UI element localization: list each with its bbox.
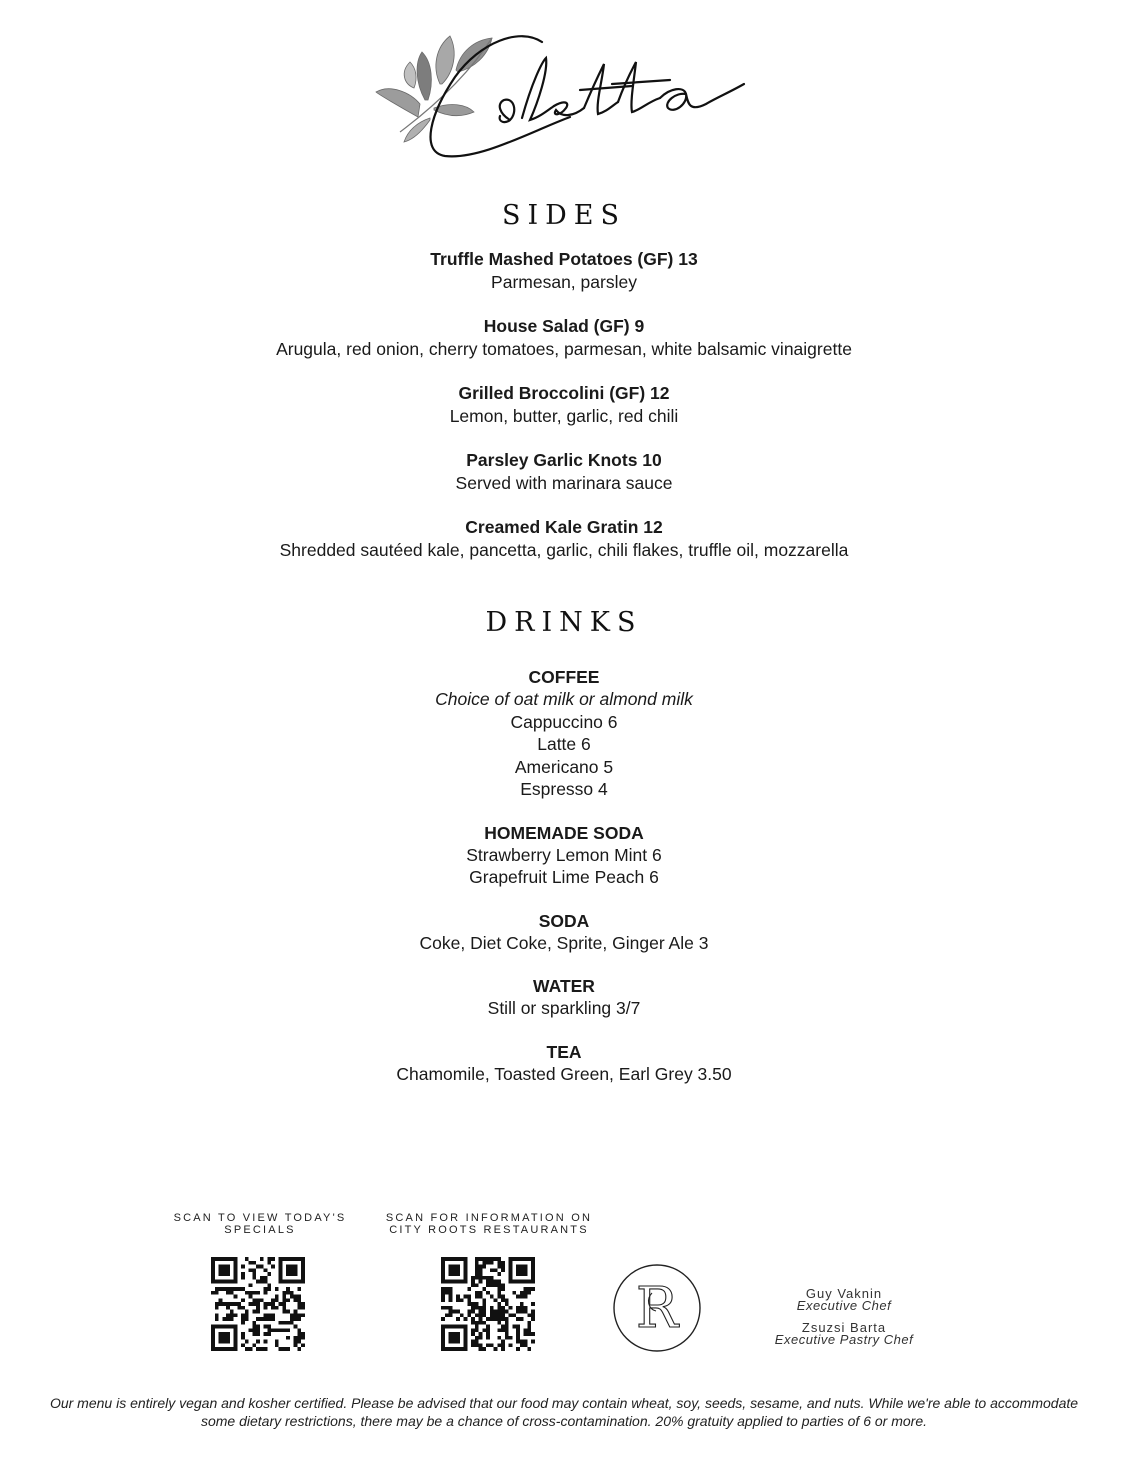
drink-group-soda [0, 910, 1128, 955]
coletta-logo [370, 22, 760, 172]
drink-group-homemade-soda [0, 822, 1128, 889]
scan-specials-label: SCAN TO VIEW TODAY'S SPECIALS [173, 1212, 347, 1236]
chef-title: Executive Chef [796, 1297, 892, 1313]
drink-group-heading: WATER [533, 976, 595, 996]
drink-group-heading: SODA [538, 910, 590, 931]
drink-line: Cappuccino 6 [510, 711, 618, 732]
specials-qr-code-icon[interactable] [211, 1257, 305, 1351]
drinks-list [0, 666, 1128, 1106]
drinks-title: DRINKS [485, 607, 643, 638]
chef-name: Guy Vaknin [805, 1286, 883, 1301]
drink-line: Still or sparkling 3/7 [487, 998, 641, 1018]
drink-group-note: Choice of oat milk or almond milk [435, 689, 693, 709]
drink-line: Chamomile, Toasted Green, Earl Grey 3.50 [396, 1063, 732, 1084]
item-name: Parsley Garlic Knots 10 [466, 450, 662, 470]
item-name: Grilled Broccolini (GF) 12 [458, 383, 670, 403]
menu-item [0, 248, 1128, 294]
sides-list [0, 248, 1128, 583]
item-description: Arugula, red onion, cherry tomatoes, parmesan, white balsamic vinaigrette [276, 339, 852, 359]
badge-letter: R [635, 1276, 679, 1341]
chef-credit [744, 1322, 944, 1345]
drink-group-heading: COFFEE [528, 667, 600, 687]
item-name: Truffle Mashed Potatoes (GF) 13 [430, 249, 698, 269]
item-description: Lemon, butter, garlic, red chili [449, 406, 679, 426]
item-description: Parmesan, parsley [491, 272, 637, 292]
drink-line: Americano 5 [514, 756, 614, 777]
drink-group-heading: HOMEMADE SODA [484, 822, 644, 843]
scan-info-label: SCAN FOR INFORMATION ON CITY ROOTS RESTAURANTS [385, 1212, 593, 1236]
menu-item [0, 516, 1128, 562]
drink-group-coffee [0, 666, 1128, 801]
drink-group-water [0, 975, 1128, 1020]
allergen-disclaimer: Our menu is entirely vegan and kosher certified. Please be advised that our food may contain wheat, soy, seeds, sesame, and nuts. While we're able to accommodate some dietary restrictions, there may be a chance of cross-contamination. 20% gratuity applied to parties of 6 or more. [49, 1395, 1079, 1429]
menu-item [0, 315, 1128, 361]
drink-line: Latte 6 [537, 734, 591, 754]
item-name: House Salad (GF) 9 [483, 316, 645, 336]
city-roots-logo-icon [612, 1263, 702, 1353]
drink-group-heading: TEA [546, 1041, 582, 1062]
item-description: Shredded sautéed kale, pancetta, garlic, chili flakes, truffle oil, mozzarella [279, 540, 849, 560]
sides-title: SIDES [501, 200, 626, 231]
leaf-sprig-icon [376, 36, 492, 142]
drink-line: Strawberry Lemon Mint 6 [466, 844, 662, 865]
drink-line: Grapefruit Lime Peach 6 [469, 867, 659, 887]
restaurants-qr-code-icon[interactable] [441, 1257, 535, 1351]
item-description: Served with marinara sauce [455, 473, 673, 493]
menu-item [0, 449, 1128, 495]
chef-name: Zsuzsi Barta [801, 1320, 887, 1335]
chef-credit [744, 1288, 944, 1311]
chef-title: Executive Pastry Chef [774, 1331, 914, 1347]
menu-item [0, 382, 1128, 428]
drink-line: Coke, Diet Coke, Sprite, Ginger Ale 3 [419, 932, 709, 953]
drink-group-tea [0, 1041, 1128, 1086]
item-name: Creamed Kale Gratin 12 [465, 517, 663, 537]
drink-line: Espresso 4 [520, 779, 608, 799]
coletta-script-wordmark [431, 36, 744, 156]
